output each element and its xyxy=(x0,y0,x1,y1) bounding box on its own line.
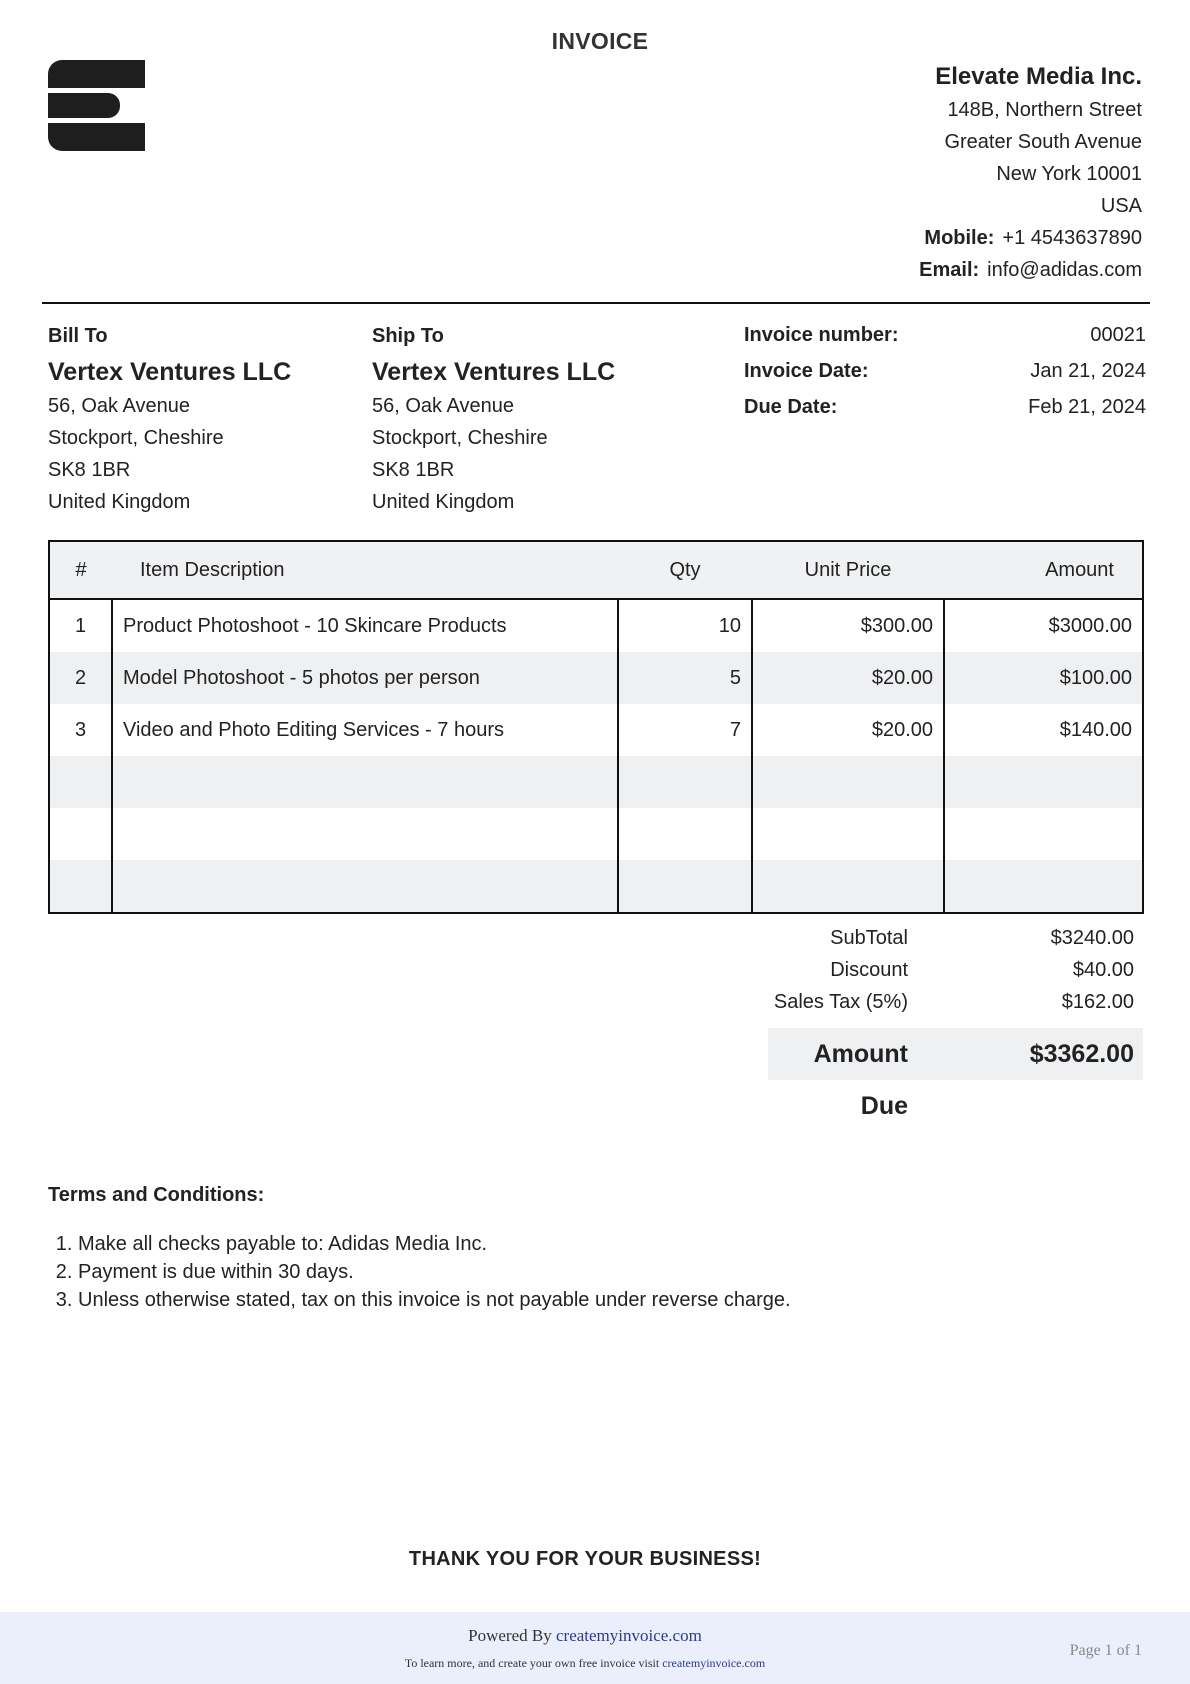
ship-to-heading: Ship To xyxy=(372,325,444,347)
subtotal-row xyxy=(768,922,1143,954)
row-unit-price: $300.00 xyxy=(752,599,944,652)
totals-block xyxy=(768,922,1143,1120)
terms-list xyxy=(48,1230,791,1314)
tax-value: $162.00 xyxy=(1061,991,1134,1013)
meta-value: Feb 21, 2024 xyxy=(1028,396,1146,418)
page-number: Page 1 of 1 xyxy=(1069,1642,1142,1659)
row-qty xyxy=(618,756,752,808)
bill-to-line: 56, Oak Avenue xyxy=(48,395,190,417)
row-amount: $100.00 xyxy=(944,652,1143,704)
amount-due-label: Amount Due xyxy=(813,1040,908,1120)
meta-value: 00021 xyxy=(1090,324,1146,346)
meta-label: Invoice number: xyxy=(744,324,899,346)
row-number xyxy=(49,808,112,860)
ship-to-line: United Kingdom xyxy=(372,491,515,513)
company-address-line: USA xyxy=(1100,195,1142,217)
company-name: Elevate Media Inc. xyxy=(935,63,1142,90)
line-items-table xyxy=(48,540,1144,914)
row-qty: 5 xyxy=(618,652,752,704)
table-row xyxy=(49,599,1143,652)
company-mobile xyxy=(919,222,1142,254)
row-unit-price: $20.00 xyxy=(752,704,944,756)
col-header-unit-price: Unit Price xyxy=(752,541,944,599)
table-row-empty xyxy=(49,808,1143,860)
company-email xyxy=(919,254,1142,286)
row-description: Product Photoshoot - 10 Skincare Products xyxy=(112,599,618,652)
ship-to-line: 56, Oak Avenue xyxy=(372,395,514,417)
subtotal-label: SubTotal xyxy=(830,927,908,949)
learn-more-link[interactable]: createmyinvoice.com xyxy=(662,1656,766,1670)
row-description: Model Photoshoot - 5 photos per person xyxy=(112,652,618,704)
row-amount xyxy=(944,860,1143,913)
amount-due-row xyxy=(768,1028,1143,1120)
company-address-line: Greater South Avenue xyxy=(944,131,1142,153)
subtotal-value: $3240.00 xyxy=(1050,927,1134,949)
row-amount xyxy=(944,808,1143,860)
invoice-date-row xyxy=(744,358,1146,394)
terms-item: 2. Payment is due within 30 days. xyxy=(78,1258,791,1286)
row-qty xyxy=(618,808,752,860)
mobile-value: +1 4543637890 xyxy=(1002,227,1142,249)
col-header-qty: Qty xyxy=(618,541,752,599)
invoice-title: INVOICE xyxy=(551,28,649,54)
ship-to-line: SK8 1BR xyxy=(372,459,455,481)
row-unit-price: $20.00 xyxy=(752,652,944,704)
meta-label: Invoice Date: xyxy=(744,360,869,382)
discount-label: Discount xyxy=(830,959,908,981)
row-unit-price xyxy=(752,808,944,860)
invoice-meta xyxy=(744,322,1146,430)
powered-by-line xyxy=(0,1626,1170,1646)
amount-due-value: $3362.00 xyxy=(1029,1040,1134,1068)
row-number xyxy=(49,860,112,913)
mobile-label: Mobile: xyxy=(924,227,995,249)
row-description xyxy=(112,808,618,860)
terms-item: 3. Unless otherwise stated, tax on this invoice is not payable under reverse charge. xyxy=(78,1286,791,1314)
powered-by-text: Powered By xyxy=(468,1626,552,1645)
company-logo xyxy=(48,60,145,151)
invoice-number-row xyxy=(744,322,1146,358)
row-qty: 10 xyxy=(618,599,752,652)
ship-to-name: Vertex Ventures LLC xyxy=(372,358,616,386)
thank-you-message: THANK YOU FOR YOUR BUSINESS! xyxy=(408,1548,762,1570)
company-info xyxy=(919,62,1142,286)
powered-by-link[interactable]: createmyinvoice.com xyxy=(555,1626,702,1645)
row-number: 1 xyxy=(74,614,87,637)
row-number: 3 xyxy=(74,718,87,741)
col-header-description: Item Description xyxy=(112,541,618,599)
row-description xyxy=(112,756,618,808)
meta-value: Jan 21, 2024 xyxy=(1030,360,1146,382)
footer xyxy=(0,1612,1190,1684)
row-qty: 7 xyxy=(618,704,752,756)
company-address-line: New York 10001 xyxy=(996,163,1142,185)
ship-to-line: Stockport, Cheshire xyxy=(372,427,548,449)
col-header-number: # xyxy=(49,541,112,599)
learn-more-text: To learn more, and create your own free invoice visit xyxy=(404,1656,660,1670)
row-number: 2 xyxy=(49,652,112,704)
row-amount: $140.00 xyxy=(944,704,1143,756)
row-number xyxy=(49,756,112,808)
table-row-empty xyxy=(49,756,1143,808)
bill-to-line: SK8 1BR xyxy=(48,459,131,481)
table-row xyxy=(49,704,1143,756)
due-date-row xyxy=(744,394,1146,430)
ship-to-block xyxy=(372,322,615,518)
header-divider xyxy=(42,302,1150,304)
bill-to-block xyxy=(48,322,291,518)
terms-heading: Terms and Conditions: xyxy=(48,1184,265,1206)
bill-to-line: Stockport, Cheshire xyxy=(48,427,224,449)
terms-item: 1. Make all checks payable to: Adidas Media Inc. xyxy=(78,1230,791,1258)
meta-label: Due Date: xyxy=(744,396,838,418)
row-amount xyxy=(944,756,1143,808)
table-row-empty xyxy=(49,860,1143,913)
table-row xyxy=(49,652,1143,704)
row-description: Video and Photo Editing Services - 7 hours xyxy=(112,704,618,756)
bill-to-heading: Bill To xyxy=(48,325,108,347)
discount-value: $40.00 xyxy=(1072,959,1134,981)
email-label: Email: xyxy=(919,259,980,281)
learn-more-line xyxy=(0,1656,1170,1671)
row-unit-price xyxy=(752,860,944,913)
bill-to-name: Vertex Ventures LLC xyxy=(48,358,292,386)
row-unit-price xyxy=(752,756,944,808)
row-qty xyxy=(618,860,752,913)
table-header-row xyxy=(49,541,1143,599)
tax-row xyxy=(768,986,1143,1018)
discount-row xyxy=(768,954,1143,986)
tax-label: Sales Tax (5%) xyxy=(773,991,908,1013)
company-address-line: 148B, Northern Street xyxy=(947,99,1142,121)
bill-to-line: United Kingdom xyxy=(48,491,191,513)
email-value: info@adidas.com xyxy=(987,259,1142,281)
row-description xyxy=(112,860,618,913)
col-header-amount: Amount xyxy=(944,541,1143,599)
row-amount: $3000.00 xyxy=(944,599,1143,652)
